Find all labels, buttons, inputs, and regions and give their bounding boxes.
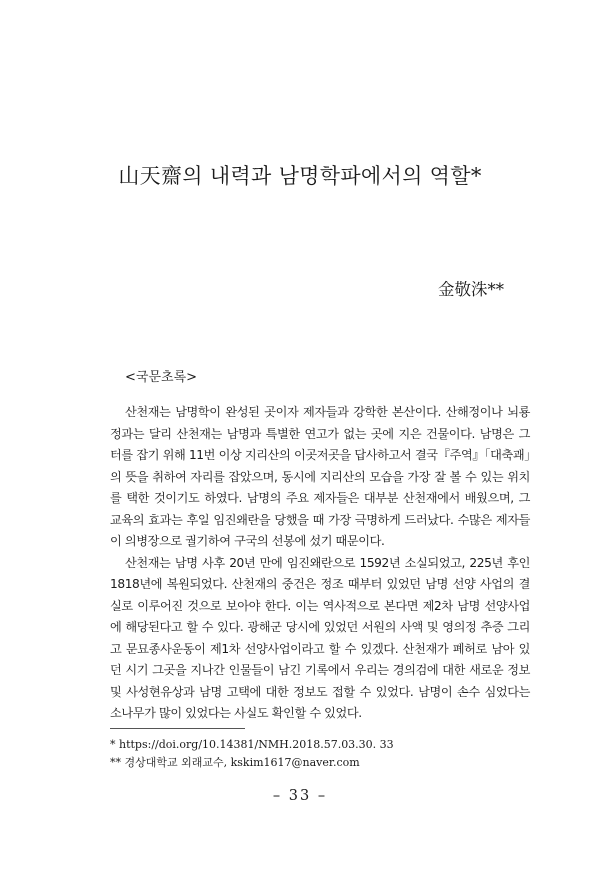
author-name: 金敬洙**: [438, 280, 504, 299]
abstract-body: [110, 402, 530, 725]
abstract-paragraph-1: 산천재는 남명학이 완성된 곳이자 제자들과 강학한 본산이다. 산해정이나 뇌룡정과는 달리 산천재는 남명과 특별한 연고가 없는 곳에 지은 건물이다. 남명은 그 터를 잡기 위해 11번 이상 지리산의 이곳저곳을 답사하고서 결국『주역』「대축괘」의 뜻을 취하여 자리를 잡았으며, 동시에 지리산의 모습을 가장 잘 볼 수 있는 위치를 택한 것이기도 하였다. 남명의 주요 제자들은 대부분 산천재에서 배웠으며, 그 교육의 효과는 후일 임진왜란을 당했을 때 가장 극명하게 드러났다. 수많은 제자들이 의병장으로 궐기하여 구국의 선봉에 섰기 때문이다.: [110, 405, 530, 548]
footnotes: [110, 736, 530, 772]
footnote-divider: [110, 728, 245, 729]
paper-title: 山天齋의 내력과 남명학파에서의 역할*: [118, 164, 482, 188]
page-number: – 33 –: [272, 788, 328, 804]
abstract-paragraph-2: 산천재는 남명 사후 20년 만에 임진왜란으로 1592년 소실되었고, 225년 후인 1818년에 복원되었다. 산천재의 중건은 정조 때부터 있었던 남명 선양 사업의 결실로 이루어진 것으로 보아야 한다. 이는 역사적으로 본다면 제2차 남명 선양사업에 해당된다고 할 수 있다. 광해군 당시에 있었던 서원의 사액 및 영의정 추증 그리고 문묘종사운동이 제1차 선양사업이라고 할 수 있겠다. 산천재가 폐허로 남아 있던 시기 그곳을 지나간 인물들이 남긴 기록에서 우리는 경의검에 대한 새로운 정보 및 사성현유상과 남명 고택에 대한 정보도 접할 수 있었다. 남명이 손수 심었다는 소나무가 많이 있었다는 사실도 확인할 수 있었다.: [110, 555, 530, 720]
footnote-doi: * https://doi.org/10.14381/NMH.2018.57.03.30. 33: [110, 738, 394, 751]
footnote-author-affiliation: ** 경상대학교 외래교수, kskim1617@naver.com: [110, 756, 360, 769]
abstract-heading: <국문초록>: [125, 370, 198, 385]
